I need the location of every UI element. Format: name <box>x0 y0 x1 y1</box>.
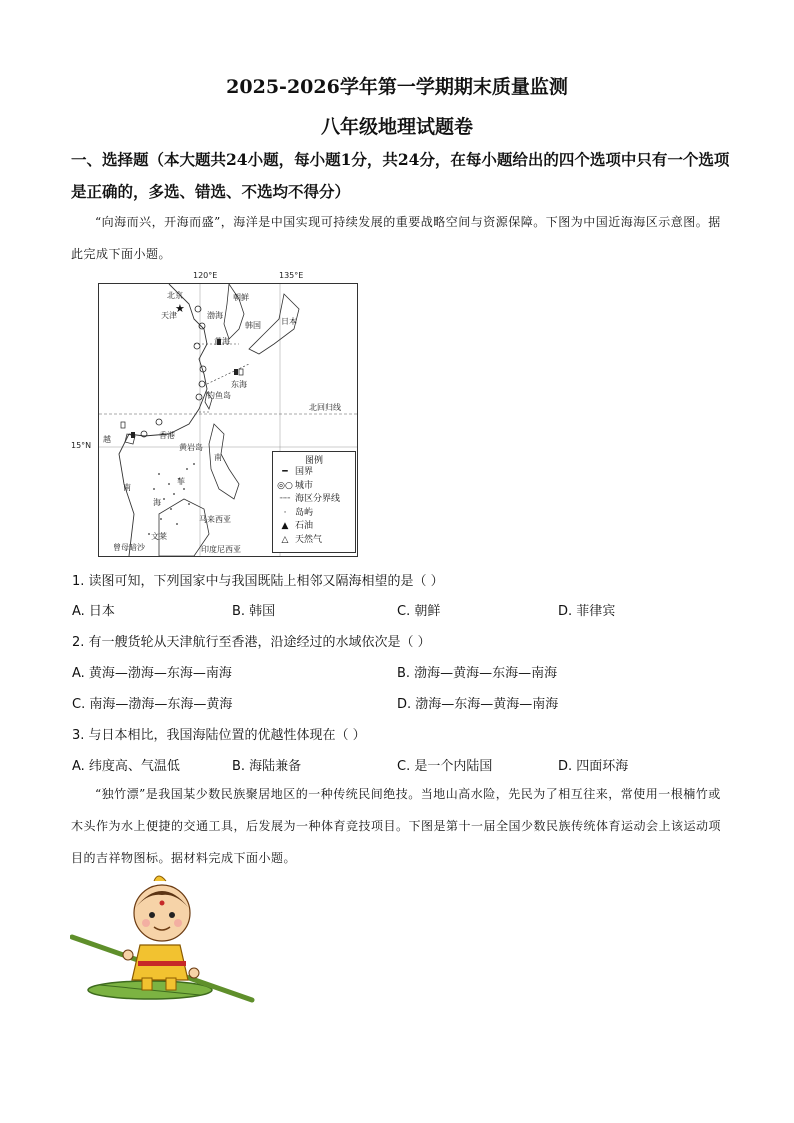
place-label: 东海 <box>231 380 247 389</box>
place-label: 渤海 <box>207 311 223 320</box>
passage-2: “独竹漂”是我国某少数民族聚居地区的一种传统民间绝技。当地山高水险，先民为了相互往来，常使用一根楠竹或木头作为水上便捷的交通工具，后发展为一种体育竞技项目。下图是第十一届全国少数民族传统体育运动会上该运动项目的吉祥物图标。据材料完成下面小题。 <box>71 787 722 865</box>
place-label: 韩国 <box>245 321 261 330</box>
question-1-option-d[interactable]: D. 菲律宾 <box>558 604 616 619</box>
place-label: 天津 <box>161 311 177 320</box>
legend-title: 图例 <box>304 456 323 466</box>
exam-subtitle: 八年级地理试题卷 <box>320 116 473 138</box>
place-label: 越 <box>103 435 111 444</box>
place-label: 日本 <box>281 317 297 326</box>
sea-boundary-line-icon: ┈┈ <box>279 494 291 504</box>
legend-item: ▲ 石油 <box>273 520 355 534</box>
question-2-stem: 2. 有一艘货轮从天津航行至香港，沿途经过的水域依次是（ ） <box>72 635 431 650</box>
mascot-image <box>70 875 260 1015</box>
svg-text:★: ★ <box>175 302 185 315</box>
place-label: 马来西亚 <box>199 515 231 524</box>
question-3-stem: 3. 与日本相比，我国海陆位置的优越性体现在（ ） <box>72 728 366 743</box>
lat-label-15: 15°N <box>71 441 92 450</box>
city-icon: ◎○ <box>277 480 293 491</box>
place-label: 香港 <box>159 431 175 440</box>
section-heading: 一、选择题（本大题共24小题，每小题1分，共24分，在每小题给出的四个选项中只有一个选项是正确的，多选、错选、不选均不得分） <box>71 150 730 201</box>
oil-icon: ▲ <box>281 521 289 531</box>
question-1-option-b[interactable]: B. 韩国 <box>232 604 276 619</box>
place-label: 印度尼西亚 <box>201 545 241 554</box>
place-label: 北京 <box>167 291 183 300</box>
tropic-label: 北回归线 <box>309 403 341 412</box>
lon-label-120: 120°E <box>193 271 218 280</box>
place-label: 黄海 <box>214 337 230 346</box>
question-3-option-b[interactable]: B. 海陆兼备 <box>232 759 302 774</box>
legend-item: ━ 国界 <box>273 466 355 480</box>
border-line-icon: ━ <box>282 467 288 477</box>
place-label: 文莱 <box>151 532 167 541</box>
legend-item: ┈┈ 海区分界线 <box>273 493 355 507</box>
place-label: 海 <box>153 498 161 507</box>
exam-title: 2025-2026学年第一学期期末质量监测 <box>226 76 568 98</box>
legend-item: ◎○ 城市 <box>273 480 355 494</box>
question-1-option-a[interactable]: A. 日本 <box>72 604 115 619</box>
place-label: 菲 <box>177 477 185 486</box>
question-3-option-d[interactable]: D. 四面环海 <box>558 759 629 774</box>
place-label: 朝鲜 <box>233 293 249 302</box>
island-icon: · <box>283 507 287 518</box>
question-2-option-d[interactable]: D. 渤海—东海—黄海—南海 <box>397 697 559 712</box>
place-label: 黄岩岛 <box>179 443 203 452</box>
question-2-option-b[interactable]: B. 渤海—黄海—东海—南海 <box>397 666 558 681</box>
place-label: 南 <box>123 483 131 492</box>
passage-1: “向海而兴，开海而盛”，海洋是中国实现可持续发展的重要战略空间与资源保障。下图为中国近海海区示意图。据此完成下面小题。 <box>71 215 721 261</box>
legend-item: · 岛屿 <box>273 507 355 521</box>
lon-label-135: 135°E <box>279 271 304 280</box>
question-3-option-c[interactable]: C. 是一个内陆国 <box>397 759 493 774</box>
question-2-option-a[interactable]: A. 黄海—渤海—东海—南海 <box>72 666 232 681</box>
place-label: 曾母暗沙 <box>113 543 145 552</box>
question-2-option-c[interactable]: C. 南海—渤海—东海—黄海 <box>72 697 233 712</box>
question-1-stem: 1. 读图可知，下列国家中与我国既陆上相邻又隔海相望的是（ ） <box>72 574 444 589</box>
question-1-option-c[interactable]: C. 朝鲜 <box>397 604 441 619</box>
place-label: 南 <box>214 453 222 462</box>
legend-item: △ 天然气 <box>273 534 355 548</box>
gas-icon: △ <box>281 534 289 545</box>
map-legend <box>272 451 356 553</box>
question-3-option-a[interactable]: A. 纬度高、气温低 <box>72 759 180 774</box>
place-label: 钓鱼岛 <box>207 391 231 400</box>
